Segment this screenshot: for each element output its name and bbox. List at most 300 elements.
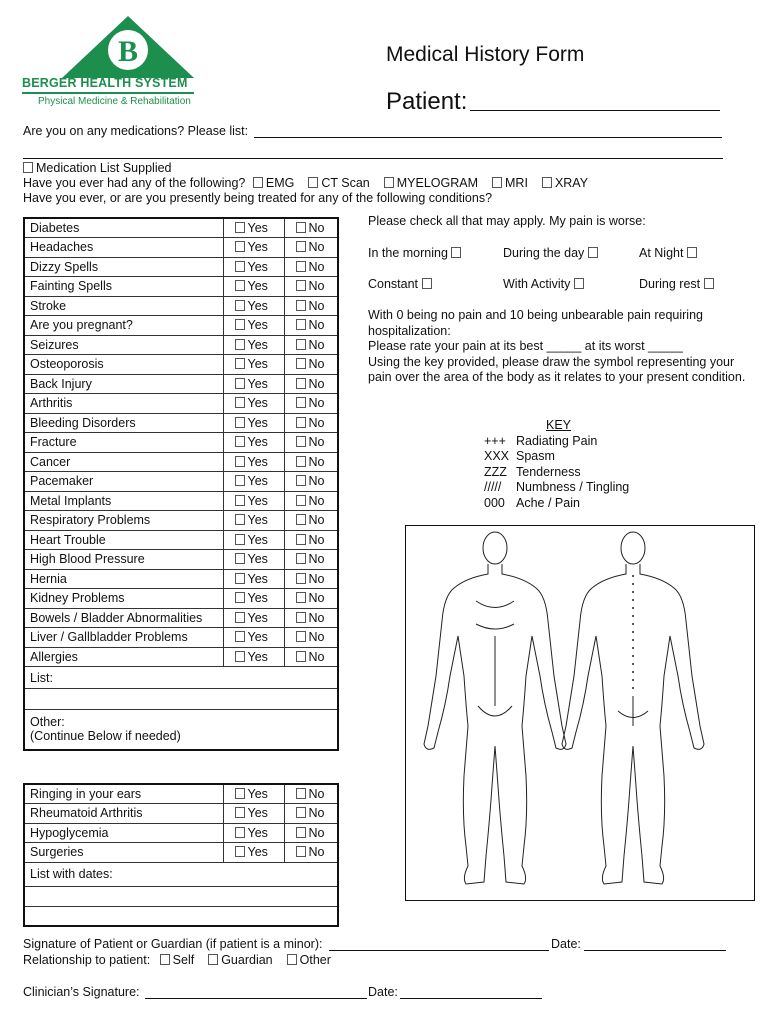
spine-dots — [632, 575, 634, 689]
table-row — [24, 335, 338, 355]
key-label: Numbness / Tingling — [516, 480, 630, 495]
pain-scale-line1: With 0 being no pain and 10 being unbearable pain requiring — [368, 308, 703, 322]
checkbox[interactable] — [574, 278, 584, 289]
yes-option[interactable] — [223, 257, 284, 277]
no-label: No — [308, 845, 325, 860]
conditions-question: Have you ever, or are you presently being treated for any of the following conditions? — [23, 191, 493, 205]
no-label: No — [308, 396, 325, 411]
checkbox[interactable] — [235, 651, 245, 662]
test-option-ct-scan-label: CT Scan — [321, 176, 370, 190]
checkbox[interactable] — [235, 222, 245, 233]
no-label: No — [308, 454, 325, 469]
checkbox[interactable] — [492, 177, 502, 188]
no-option[interactable] — [284, 452, 338, 472]
test-option-myelogram-label: MYELOGRAM — [396, 176, 479, 190]
checkbox[interactable] — [235, 612, 245, 623]
yes-label: Yes — [247, 649, 268, 664]
yes-option[interactable] — [223, 550, 284, 570]
no-label: No — [308, 806, 325, 821]
no-option[interactable] — [284, 550, 338, 570]
no-option[interactable] — [284, 335, 338, 355]
checkbox[interactable] — [704, 278, 714, 289]
checkbox[interactable] — [296, 827, 306, 838]
clinician-date-field[interactable] — [400, 998, 542, 999]
no-label: No — [308, 493, 325, 508]
checkbox[interactable] — [235, 397, 245, 408]
no-option[interactable] — [284, 238, 338, 258]
pain-rate-line[interactable]: Please rate your pain at its best _____ at its worst _____ — [368, 339, 683, 353]
checkbox[interactable] — [287, 954, 297, 965]
test-option-xray[interactable] — [542, 176, 588, 190]
yes-label: Yes — [247, 415, 268, 430]
yes-label: Yes — [247, 532, 268, 547]
key-item — [484, 496, 629, 512]
no-option[interactable] — [284, 804, 338, 824]
condition-label: Osteoporosis — [24, 355, 223, 375]
no-label: No — [308, 240, 325, 255]
table-row — [24, 218, 338, 238]
yes-label: Yes — [247, 279, 268, 294]
checkbox[interactable] — [235, 456, 245, 467]
patient-label: Patient: — [386, 88, 468, 115]
clinician-date-label: Date: — [368, 985, 398, 999]
checkbox[interactable] — [235, 592, 245, 603]
test-option-ct-scan[interactable] — [308, 176, 369, 190]
checkbox[interactable] — [235, 280, 245, 291]
no-label: No — [308, 552, 325, 567]
key-label: Spasm — [516, 449, 555, 464]
checkbox[interactable] — [296, 846, 306, 857]
yes-option[interactable] — [223, 491, 284, 511]
no-option[interactable] — [284, 472, 338, 492]
yes-option[interactable] — [223, 316, 284, 336]
table-row — [24, 689, 338, 710]
test-option-emg-label: EMG — [265, 176, 295, 190]
checkbox[interactable] — [235, 378, 245, 389]
condition-label: Seizures — [24, 335, 223, 355]
condition-label: Bowels / Bladder Abnormalities — [24, 608, 223, 628]
condition-label: Respiratory Problems — [24, 511, 223, 531]
key-item — [484, 449, 629, 465]
yes-label: Yes — [247, 493, 268, 508]
yes-label: Yes — [247, 435, 268, 450]
checkbox[interactable] — [235, 261, 245, 272]
checkbox[interactable] — [296, 261, 306, 272]
checkbox[interactable] — [160, 954, 170, 965]
checkbox[interactable] — [235, 495, 245, 506]
table-row — [24, 843, 338, 863]
no-label: No — [308, 532, 325, 547]
no-label: No — [308, 376, 325, 391]
medication-list-supplied — [23, 161, 172, 175]
checkbox[interactable] — [296, 456, 306, 467]
checkbox[interactable] — [235, 475, 245, 486]
checkbox[interactable] — [235, 553, 245, 564]
key-symbol: ZZZ — [484, 464, 507, 479]
checkbox[interactable] — [296, 495, 306, 506]
condition-label: Surgeries — [24, 843, 223, 863]
front-body-figure — [424, 532, 566, 884]
brand-subtitle: Physical Medicine & Rehabilitation — [38, 96, 191, 107]
table-row — [24, 784, 338, 804]
no-option[interactable] — [284, 277, 338, 297]
yes-option[interactable] — [223, 296, 284, 316]
table-row — [24, 433, 338, 453]
medication-list-checkbox[interactable] — [23, 162, 33, 173]
yes-option[interactable] — [223, 452, 284, 472]
signature-label: Signature of Patient or Guardian (if patient is a minor): — [23, 937, 323, 951]
signature-date-field[interactable] — [584, 950, 726, 951]
yes-label: Yes — [247, 845, 268, 860]
pain-option-constant[interactable]: Constant — [368, 277, 435, 291]
checkbox[interactable] — [208, 954, 218, 965]
yes-option[interactable] — [223, 823, 284, 843]
no-label: No — [308, 825, 325, 840]
no-label: No — [308, 630, 325, 645]
signature-row — [23, 937, 322, 951]
yes-label: Yes — [247, 240, 268, 255]
medications-question: Are you on any medications? Please list: — [23, 124, 249, 138]
checkbox[interactable] — [542, 177, 552, 188]
table-row — [24, 452, 338, 472]
condition-label: Liver / Gallbladder Problems — [24, 628, 223, 648]
yes-label: Yes — [247, 221, 268, 235]
medication-list-label: Medication List Supplied — [36, 161, 172, 175]
yes-label: Yes — [247, 571, 268, 586]
no-label: No — [308, 415, 325, 430]
checkbox[interactable] — [235, 514, 245, 525]
yes-option[interactable] — [223, 784, 284, 804]
checkbox[interactable] — [296, 397, 306, 408]
condition-label: Metal Implants — [24, 491, 223, 511]
medications-field-line1[interactable] — [254, 137, 722, 138]
pain-option-rest[interactable]: During rest — [639, 277, 717, 291]
yes-option[interactable] — [223, 843, 284, 863]
table-row — [24, 530, 338, 550]
no-option[interactable] — [284, 491, 338, 511]
yes-option[interactable] — [223, 394, 284, 414]
checkbox[interactable] — [422, 278, 432, 289]
no-option[interactable] — [284, 355, 338, 375]
no-label: No — [308, 649, 325, 664]
no-label: No — [308, 337, 325, 352]
checkbox[interactable] — [296, 319, 306, 330]
condition-label: Rheumatoid Arthritis — [24, 804, 223, 824]
key-item — [484, 480, 629, 496]
signature-field[interactable] — [329, 950, 549, 951]
signature-date-label: Date: — [551, 937, 581, 951]
checkbox[interactable] — [384, 177, 394, 188]
pain-draw-line1: Using the key provided, please draw the symbol representing your — [368, 354, 735, 369]
no-label: No — [308, 357, 325, 372]
patient-name-field[interactable] — [470, 110, 720, 111]
table-row — [24, 823, 338, 843]
checkbox[interactable] — [296, 573, 306, 584]
yes-option[interactable] — [223, 374, 284, 394]
tests-row — [23, 176, 588, 190]
checkbox[interactable] — [235, 573, 245, 584]
allergy-list-field[interactable]: List: — [24, 667, 338, 689]
table-row — [24, 316, 338, 336]
checkbox[interactable] — [235, 534, 245, 545]
pain-scale-line2: hospitalization: — [368, 323, 451, 338]
no-option[interactable] — [284, 608, 338, 628]
checkbox[interactable] — [235, 807, 245, 818]
yes-label: Yes — [247, 337, 268, 352]
condition-label: Are you pregnant? — [24, 316, 223, 336]
condition-label: Dizzy Spells — [24, 257, 223, 277]
condition-label: Headaches — [24, 238, 223, 258]
surgery-list-field-3[interactable] — [24, 906, 338, 926]
yes-option[interactable] — [223, 608, 284, 628]
no-option[interactable] — [284, 569, 338, 589]
checkbox[interactable] — [588, 247, 598, 258]
pain-option-night[interactable]: At Night — [639, 246, 700, 260]
condition-label: Bleeding Disorders — [24, 413, 223, 433]
yes-label: Yes — [247, 591, 268, 606]
yes-option[interactable] — [223, 238, 284, 258]
tests-question: Have you ever had any of the following? — [23, 176, 246, 190]
yes-option[interactable] — [223, 569, 284, 589]
clinician-signature-field[interactable] — [145, 998, 367, 999]
key-label: Ache / Pain — [516, 495, 580, 510]
relationship-options — [154, 953, 331, 967]
checkbox[interactable] — [296, 631, 306, 642]
no-option[interactable] — [284, 257, 338, 277]
checkbox[interactable] — [296, 222, 306, 233]
pain-option-day[interactable]: During the day — [503, 246, 601, 260]
table-row — [24, 804, 338, 824]
checkbox[interactable] — [296, 358, 306, 369]
condition-label: Hypoglycemia — [24, 823, 223, 843]
table-row — [24, 667, 338, 689]
no-label: No — [308, 610, 325, 625]
conditions-table — [23, 217, 339, 751]
no-option[interactable] — [284, 628, 338, 648]
logo-letter: B — [117, 35, 139, 68]
relationship-option-other[interactable] — [287, 953, 331, 967]
condition-label: Stroke — [24, 296, 223, 316]
no-option[interactable] — [284, 843, 338, 863]
yes-label: Yes — [247, 513, 268, 528]
yes-label: Yes — [247, 630, 268, 645]
checkbox[interactable] — [296, 339, 306, 350]
checkbox[interactable] — [296, 534, 306, 545]
no-option[interactable] — [284, 296, 338, 316]
medications-field-line2[interactable] — [23, 158, 723, 159]
table-row — [24, 511, 338, 531]
yes-label: Yes — [247, 787, 268, 801]
table-row — [24, 277, 338, 297]
condition-label: Kidney Problems — [24, 589, 223, 609]
test-option-mri[interactable] — [492, 176, 528, 190]
no-option[interactable] — [284, 374, 338, 394]
checkbox[interactable] — [296, 280, 306, 291]
test-option-mri-label: MRI — [505, 176, 528, 190]
no-label: No — [308, 513, 325, 528]
checkbox[interactable] — [296, 553, 306, 564]
checkbox[interactable] — [235, 788, 245, 799]
pain-option-morning[interactable]: In the morning — [368, 246, 464, 260]
yes-label: Yes — [247, 454, 268, 469]
no-option[interactable] — [284, 511, 338, 531]
checkbox[interactable] — [235, 417, 245, 428]
condition-label: Fracture — [24, 433, 223, 453]
key-symbol: XXX — [484, 449, 510, 464]
condition-label: Allergies — [24, 647, 223, 667]
relationship-option-self[interactable] — [160, 953, 195, 967]
yes-label: Yes — [247, 474, 268, 489]
condition-label: Fainting Spells — [24, 277, 223, 297]
checkbox[interactable] — [296, 807, 306, 818]
no-label: No — [308, 787, 325, 801]
no-label: No — [308, 298, 325, 313]
no-label: No — [308, 221, 325, 235]
test-option-myelogram[interactable] — [384, 176, 478, 190]
yes-option[interactable] — [223, 472, 284, 492]
pain-key — [484, 418, 629, 512]
table-row — [24, 472, 338, 492]
table-row — [24, 628, 338, 648]
checkbox[interactable] — [451, 247, 461, 258]
relationship-label: Relationship to patient: — [23, 953, 151, 967]
checkbox[interactable] — [296, 417, 306, 428]
checkbox[interactable] — [253, 177, 263, 188]
checkbox[interactable] — [235, 358, 245, 369]
form-title: Medical History Form — [386, 43, 585, 66]
no-option[interactable] — [284, 394, 338, 414]
yes-label: Yes — [247, 259, 268, 274]
conditions-table-2 — [23, 783, 339, 927]
tests-options — [249, 176, 588, 190]
checkbox[interactable] — [296, 788, 306, 799]
checkbox[interactable] — [235, 300, 245, 311]
test-option-xray-label: XRAY — [554, 176, 589, 190]
clinician-signature-label: Clinician’s Signature: — [23, 985, 140, 999]
no-option[interactable] — [284, 589, 338, 609]
no-option[interactable] — [284, 218, 338, 238]
no-option[interactable] — [284, 413, 338, 433]
relationship-option-guardian-label: Guardian — [221, 953, 273, 967]
pain-draw-line2: pain over the area of the body as it relates to your present condition. — [368, 370, 746, 384]
table-row — [24, 394, 338, 414]
pain-option-activity[interactable]: With Activity — [503, 277, 587, 291]
no-label: No — [308, 474, 325, 489]
no-label: No — [308, 318, 325, 333]
yes-label: Yes — [247, 806, 268, 821]
checkbox[interactable] — [296, 612, 306, 623]
checkbox[interactable] — [235, 319, 245, 330]
yes-label: Yes — [247, 825, 268, 840]
yes-label: Yes — [247, 357, 268, 372]
no-option[interactable] — [284, 647, 338, 667]
checkbox[interactable] — [296, 241, 306, 252]
checkbox[interactable] — [296, 475, 306, 486]
yes-option[interactable] — [223, 804, 284, 824]
key-item — [484, 434, 629, 450]
table-row — [24, 647, 338, 667]
yes-option[interactable] — [223, 277, 284, 297]
checkbox[interactable] — [296, 592, 306, 603]
key-symbol: +++ — [484, 433, 506, 448]
other-conditions-field[interactable]: Other: (Continue Below if needed) — [24, 710, 338, 750]
brand-name: BERGER HEALTH SYSTEM — [22, 76, 188, 90]
pain-scale-text — [368, 308, 745, 386]
checkbox[interactable] — [296, 378, 306, 389]
checkbox[interactable] — [235, 339, 245, 350]
no-option[interactable] — [284, 823, 338, 843]
yes-option[interactable] — [223, 433, 284, 453]
checkbox[interactable] — [296, 300, 306, 311]
checkbox[interactable] — [296, 514, 306, 525]
yes-option[interactable] — [223, 511, 284, 531]
no-label: No — [308, 435, 325, 450]
table-row — [24, 608, 338, 628]
key-label: Tenderness — [516, 464, 581, 479]
relationship-option-guardian[interactable] — [208, 953, 272, 967]
yes-label: Yes — [247, 552, 268, 567]
yes-option[interactable] — [223, 628, 284, 648]
key-symbol: ///// — [484, 480, 502, 495]
condition-label: Back Injury — [24, 374, 223, 394]
checkbox[interactable] — [296, 651, 306, 662]
key-label: Radiating Pain — [516, 433, 598, 448]
relationship-option-self-label: Self — [172, 953, 195, 967]
table-row — [24, 238, 338, 258]
key-title: KEY — [546, 418, 572, 432]
checkbox[interactable] — [235, 241, 245, 252]
relationship-option-other-label: Other — [299, 953, 331, 967]
yes-option[interactable] — [223, 589, 284, 609]
checkbox[interactable] — [235, 436, 245, 447]
condition-label: Ringing in your ears — [24, 784, 223, 804]
checkbox[interactable] — [296, 436, 306, 447]
checkbox[interactable] — [235, 827, 245, 838]
no-option[interactable] — [284, 530, 338, 550]
table-row — [24, 491, 338, 511]
table-row — [24, 550, 338, 570]
allergy-list-field-2[interactable] — [24, 689, 338, 710]
condition-label: Diabetes — [24, 218, 223, 238]
checkbox[interactable] — [308, 177, 318, 188]
key-item — [484, 465, 629, 481]
relationship-row — [23, 953, 331, 967]
condition-label: Pacemaker — [24, 472, 223, 492]
no-option[interactable] — [284, 784, 338, 804]
yes-option[interactable] — [223, 530, 284, 550]
condition-label: High Blood Pressure — [24, 550, 223, 570]
test-option-emg[interactable] — [253, 176, 294, 190]
surgery-list-field-2[interactable] — [24, 886, 338, 906]
checkbox[interactable] — [235, 846, 245, 857]
yes-option[interactable] — [223, 355, 284, 375]
checkbox[interactable] — [687, 247, 697, 258]
checkbox[interactable] — [235, 631, 245, 642]
surgery-list-field[interactable]: List with dates: — [24, 862, 338, 886]
table-row — [24, 862, 338, 886]
yes-label: Yes — [247, 318, 268, 333]
condition-label: Hernia — [24, 569, 223, 589]
yes-option[interactable] — [223, 335, 284, 355]
body-diagram[interactable] — [405, 525, 755, 901]
no-option[interactable] — [284, 433, 338, 453]
yes-option[interactable] — [223, 413, 284, 433]
no-option[interactable] — [284, 316, 338, 336]
condition-label: Arthritis — [24, 394, 223, 414]
yes-option[interactable] — [223, 218, 284, 238]
yes-option[interactable] — [223, 647, 284, 667]
body-outline-image — [406, 526, 753, 899]
